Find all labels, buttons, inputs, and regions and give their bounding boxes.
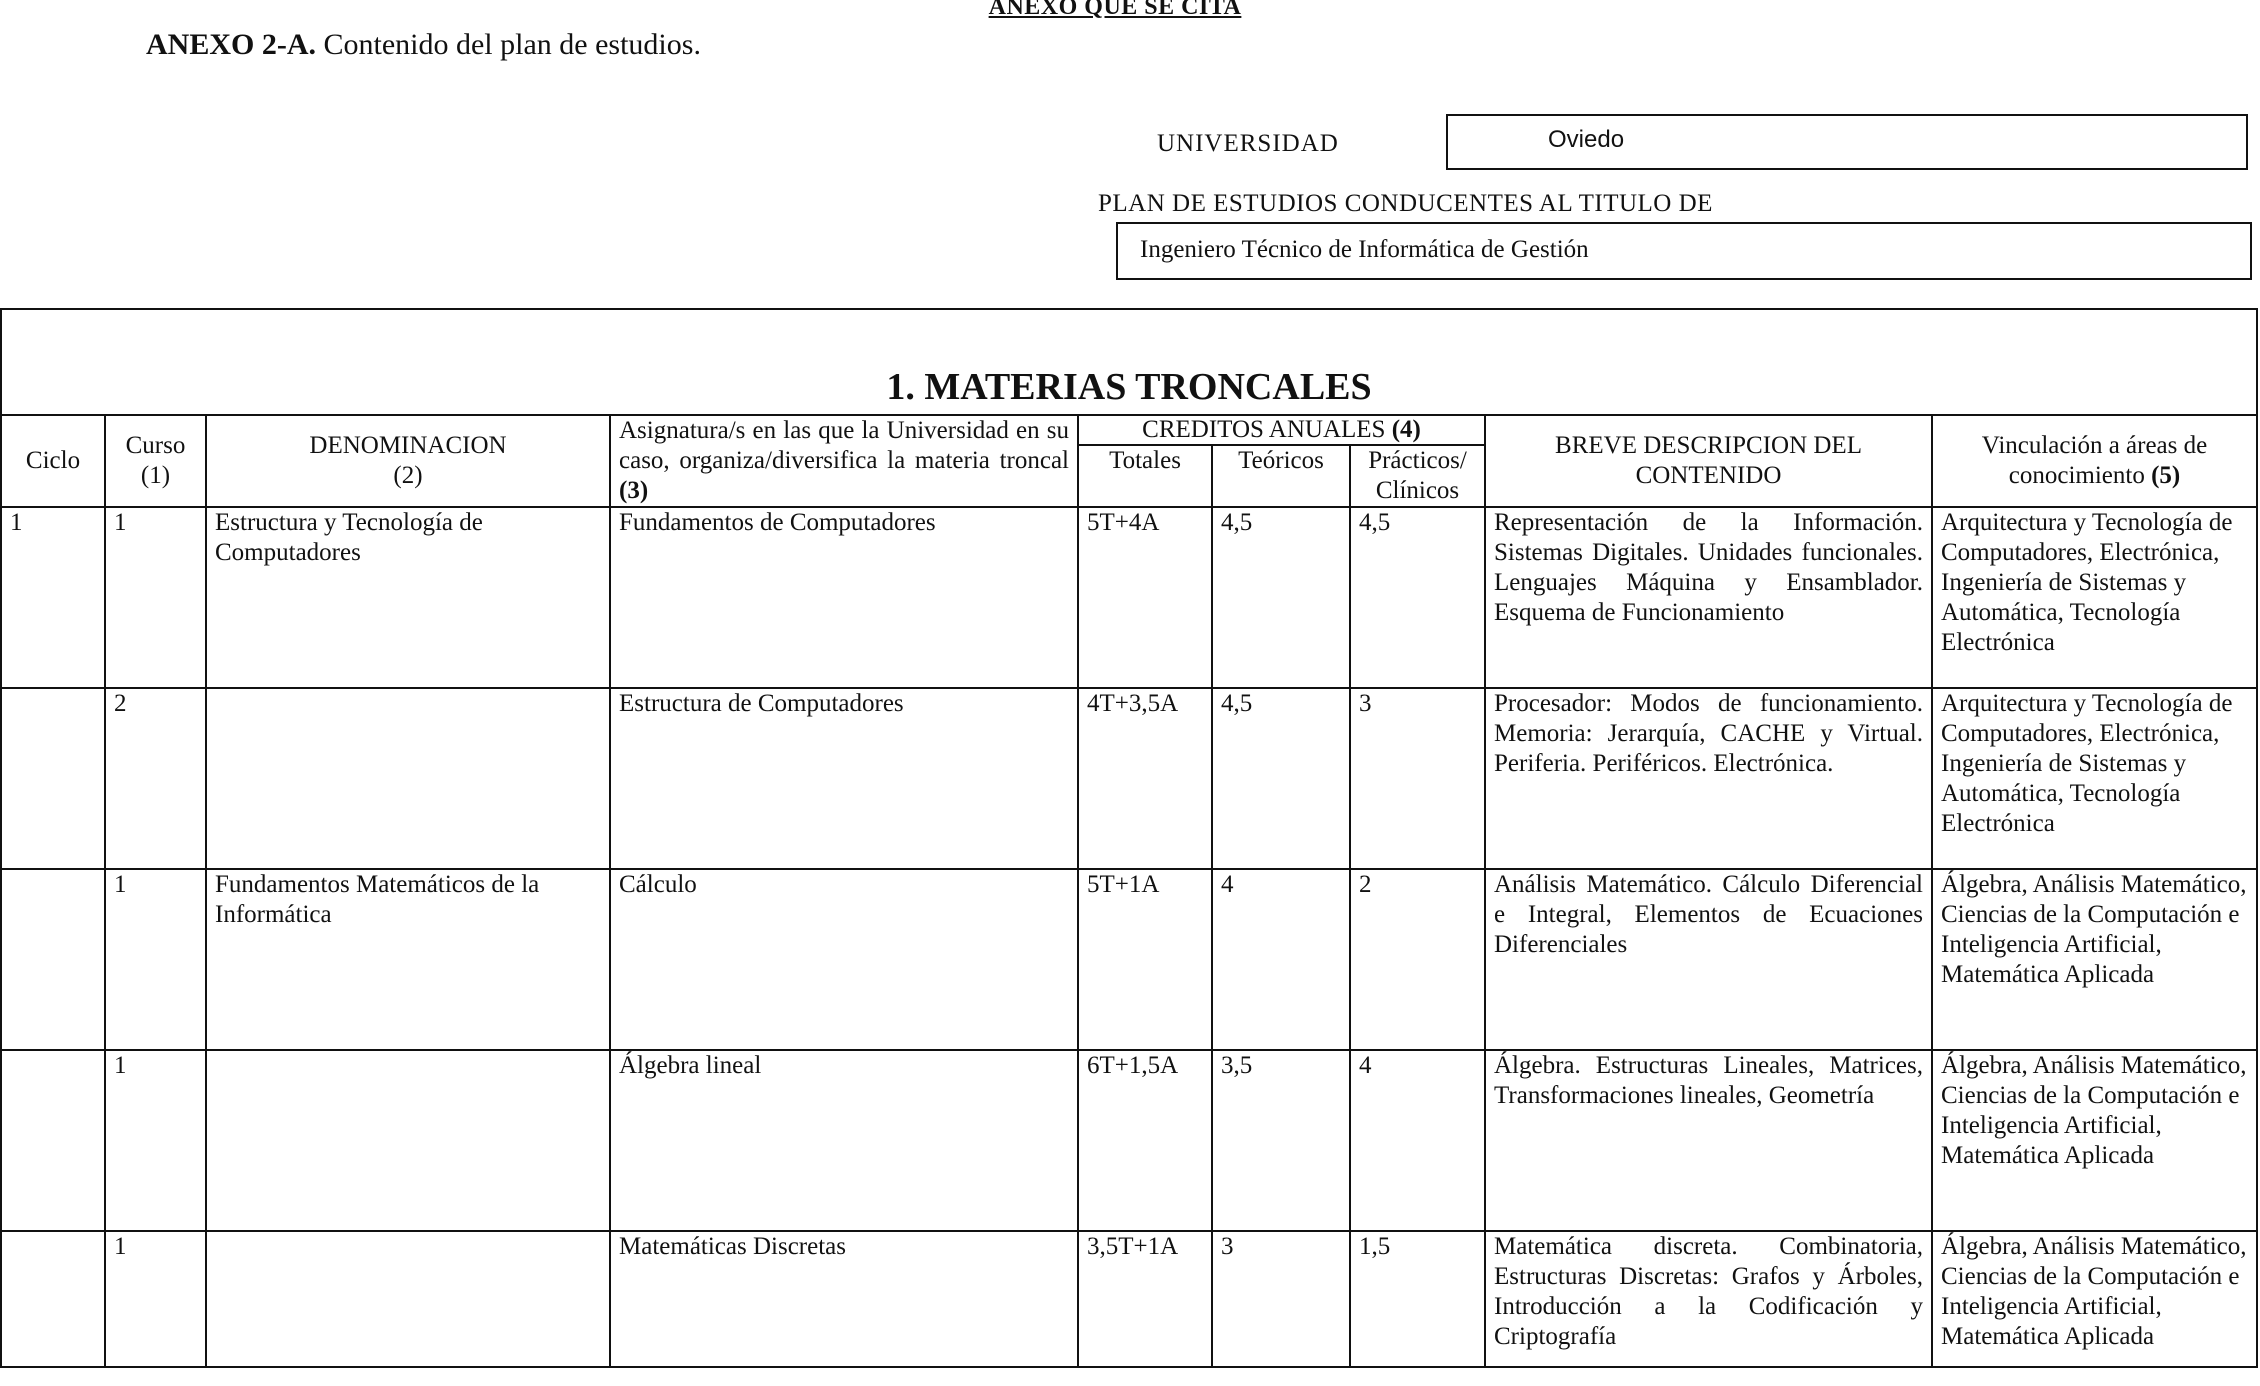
cell-curso: 1 — [105, 869, 206, 1050]
cell-asignatura: Estructura de Computadores — [610, 688, 1078, 869]
cell-totales: 5T+4A — [1078, 507, 1212, 688]
cell-denominacion: Estructura y Tecnología de Computadores — [206, 507, 610, 688]
cell-ciclo — [1, 869, 105, 1050]
cell-descripcion: Análisis Matemático. Cálculo Diferencial e Integral, Elementos de Ecuaciones Diferenciales — [1485, 869, 1932, 1050]
header-row-1 — [1, 415, 2257, 445]
plan-label: PLAN DE ESTUDIOS CONDUCENTES AL TITULO DE — [1098, 190, 1713, 217]
top-reference: ANEXO QUE SE CITA — [988, 0, 1242, 20]
cell-practicos: 2 — [1350, 869, 1485, 1050]
table-row — [1, 1231, 2257, 1367]
cell-curso: 1 — [105, 1050, 206, 1231]
cell-teoricos: 4 — [1212, 869, 1350, 1050]
cell-descripcion: Álgebra. Estructuras Lineales, Matrices, Transformaciones lineales, Geometría — [1485, 1050, 1932, 1231]
table-row — [1, 1050, 2257, 1231]
header-practicos: Prácticos/ Clínicos — [1350, 445, 1485, 507]
annex-text: Contenido del plan de estudios. — [323, 28, 701, 61]
cell-totales: 3,5T+1A — [1078, 1231, 1212, 1367]
header-curso: Curso (1) — [105, 415, 206, 507]
cell-teoricos: 3 — [1212, 1231, 1350, 1367]
cell-ciclo — [1, 1231, 105, 1367]
cell-totales: 5T+1A — [1078, 869, 1212, 1050]
cell-curso: 2 — [105, 688, 206, 869]
header-ciclo: Ciclo — [1, 415, 105, 507]
cell-vinculacion: Arquitectura y Tecnología de Computadores, Electrónica, Ingeniería de Sistemas y Automática, Tecnología Electrónica — [1932, 688, 2257, 869]
cell-asignatura: Fundamentos de Computadores — [610, 507, 1078, 688]
header-denominacion: DENOMINACION (2) — [206, 415, 610, 507]
cell-denominacion — [206, 688, 610, 869]
cell-descripcion: Matemática discreta. Combinatoria, Estructuras Discretas: Grafos y Árboles, Introducción a la Codificación y Criptografía — [1485, 1231, 1932, 1367]
header-vinculacion: Vinculación a áreas de conocimiento (5) — [1932, 415, 2257, 507]
table-row — [1, 688, 2257, 869]
annex-label: ANEXO 2-A. — [146, 28, 316, 61]
cell-descripcion: Representación de la Información. Sistemas Digitales. Unidades funcionales. Lenguajes Máquina y Ensamblador. Esquema de Funcionamiento — [1485, 507, 1932, 688]
cell-ciclo: 1 — [1, 507, 105, 688]
cell-asignatura: Álgebra lineal — [610, 1050, 1078, 1231]
cell-curso: 1 — [105, 1231, 206, 1367]
cell-vinculacion: Álgebra, Análisis Matemático, Ciencias de la Computación e Inteligencia Artificial, Matemática Aplicada — [1932, 869, 2257, 1050]
header-descripcion: BREVE DESCRIPCION DEL CONTENIDO — [1485, 415, 1932, 507]
cell-vinculacion: Álgebra, Análisis Matemático, Ciencias de la Computación e Inteligencia Artificial, Matemática Aplicada — [1932, 1050, 2257, 1231]
cell-denominacion: Fundamentos Matemáticos de la Informática — [206, 869, 610, 1050]
cell-ciclo — [1, 688, 105, 869]
cell-asignatura: Cálculo — [610, 869, 1078, 1050]
troncales-table — [0, 308, 2258, 1368]
table-row — [1, 507, 2257, 688]
cell-teoricos: 4,5 — [1212, 688, 1350, 869]
cell-ciclo — [1, 1050, 105, 1231]
cell-descripcion: Procesador: Modos de funcionamiento. Memoria: Jerarquía, CACHE y Virtual. Periferia. Periféricos. Electrónica. — [1485, 688, 1932, 869]
annex-heading — [146, 28, 701, 62]
cell-practicos: 3 — [1350, 688, 1485, 869]
cell-practicos: 4 — [1350, 1050, 1485, 1231]
cell-totales: 4T+3,5A — [1078, 688, 1212, 869]
cell-curso: 1 — [105, 507, 206, 688]
cell-asignatura: Matemáticas Discretas — [610, 1231, 1078, 1367]
cell-practicos: 1,5 — [1350, 1231, 1485, 1367]
header-teoricos: Teóricos — [1212, 445, 1350, 507]
university-field: Oviedo — [1446, 114, 2248, 170]
header-totales: Totales — [1078, 445, 1212, 507]
table-title: 1. MATERIAS TRONCALES — [1, 309, 2257, 415]
university-label: UNIVERSIDAD — [1157, 130, 1339, 157]
cell-teoricos: 3,5 — [1212, 1050, 1350, 1231]
cell-vinculacion: Álgebra, Análisis Matemático, Ciencias de la Computación e Inteligencia Artificial, Matemática Aplicada — [1932, 1231, 2257, 1367]
header-creditos: CREDITOS ANUALES (4) — [1078, 415, 1485, 445]
header-asignatura: Asignatura/s en las que la Universidad en su caso, organiza/diversifica la materia troncal (3) — [610, 415, 1078, 507]
cell-teoricos: 4,5 — [1212, 507, 1350, 688]
table-row — [1, 869, 2257, 1050]
cell-denominacion — [206, 1231, 610, 1367]
cell-totales: 6T+1,5A — [1078, 1050, 1212, 1231]
cell-vinculacion: Arquitectura y Tecnología de Computadores, Electrónica, Ingeniería de Sistemas y Automática, Tecnología Electrónica — [1932, 507, 2257, 688]
plan-field: Ingeniero Técnico de Informática de Gestión — [1116, 222, 2252, 280]
cell-denominacion — [206, 1050, 610, 1231]
cell-practicos: 4,5 — [1350, 507, 1485, 688]
